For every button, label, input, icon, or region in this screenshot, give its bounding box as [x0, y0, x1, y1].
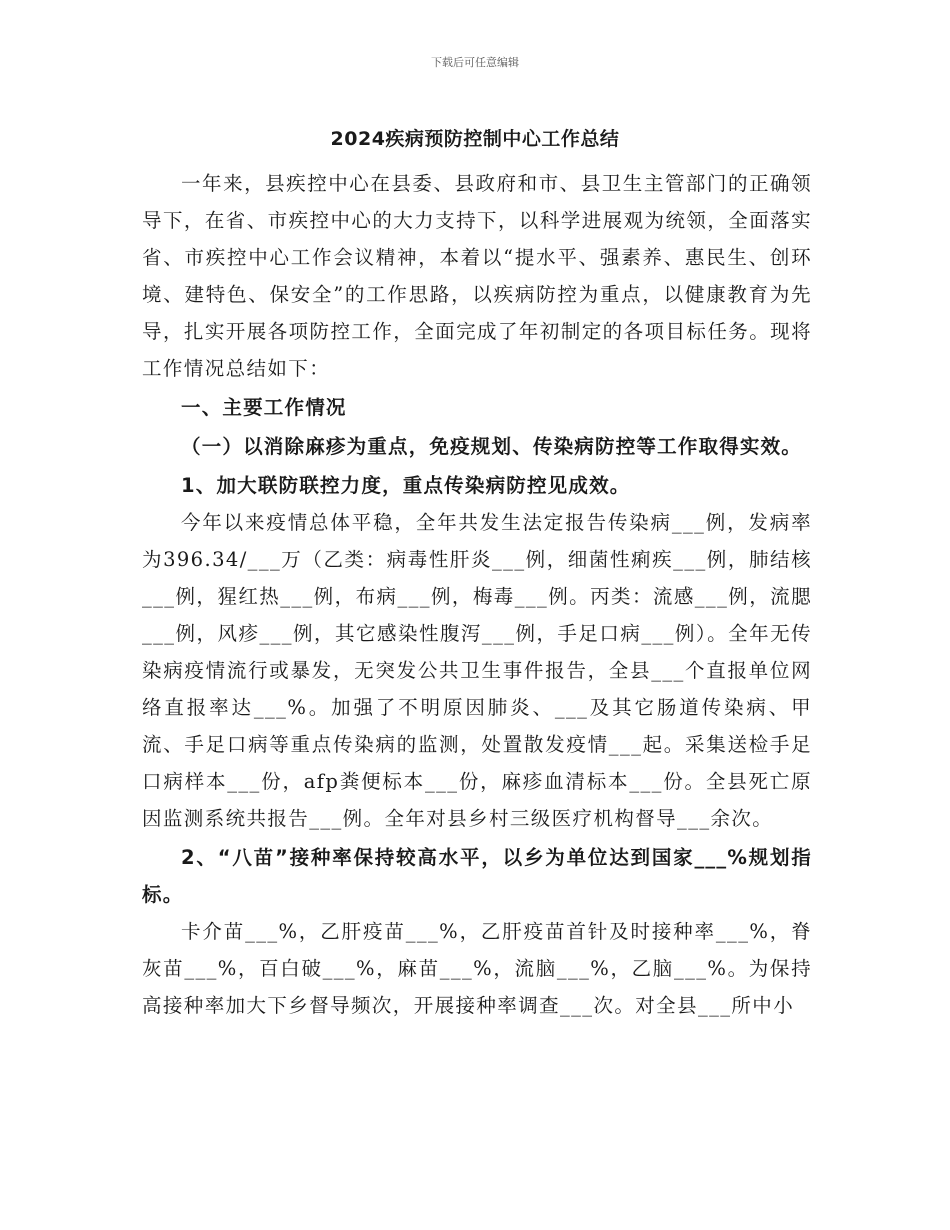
epidemic-paragraph: 今年以来疫情总体平稳，全年共发生法定报告传染病___例，发病率为396.34/___万（乙类：病毒性肝炎___例，细菌性痢疾___例，肺结核___例，猩红热___例，布病___例，梅毒___例。丙类：流感___例，流腮___例，风疹___例，其它感染性腹泻___例，手足口病___例）。全年无传染病疫情流行或暴发，无突发公共卫生事件报告，全县___个直报单位网络直报率达___%。加强了不明原因肺炎、___及其它肠道传染病、甲流、手足口病等重点传染病的监测，处置散发疫情___起。采集送检手足口病样本___份，afp粪便标本___份，麻疹血清标本___份。全县死亡原因监测系统共报告___例。全年对县乡村三级医疗机构督导___余次。: [142, 511, 812, 830]
item-heading-joint-control: 1、加大联防联控力度，重点传染病防控见成效。: [181, 474, 631, 497]
document-title: 2024疾病预防控制中心工作总结: [330, 128, 620, 150]
intro-paragraph: 一年来，县疾控中心在县委、县政府和市、县卫生主管部门的正确领导下，在省、市疾控中心的大力支持下，以科学进展观为统领，全面落实省、市疾控中心工作会议精神，本着以“提水平、强素养、惠民生、创环境、建特色、保安全”的工作思路，以疾病防控为重点，以健康教育为先导，扎实开展各项防控工作，全面完成了年初制定的各项目标任务。现将工作情况总结如下：: [142, 172, 812, 380]
subsection-heading-measles: （一）以消除麻疹为重点，免疫规划、传染病防控等工作取得实效。: [181, 435, 803, 458]
document-body: [142, 165, 812, 1024]
header-note: 下载后可任意编辑: [431, 56, 519, 69]
item-heading-vaccination: 2、“八苗”接种率保持较高水平，以乡为单位达到国家___%规划指标。: [142, 846, 812, 906]
section-heading-main-work: 一、主要工作情况: [181, 396, 347, 419]
vaccination-paragraph: 卡介苗___%，乙肝疫苗___%，乙肝疫苗首针及时接种率___%，脊灰苗___%，百白破___%，麻苗___%，流脑___%，乙脑___%。为保持高接种率加大下乡督导频次，开展接种率调查___次。对全县___所中小: [142, 920, 812, 1017]
